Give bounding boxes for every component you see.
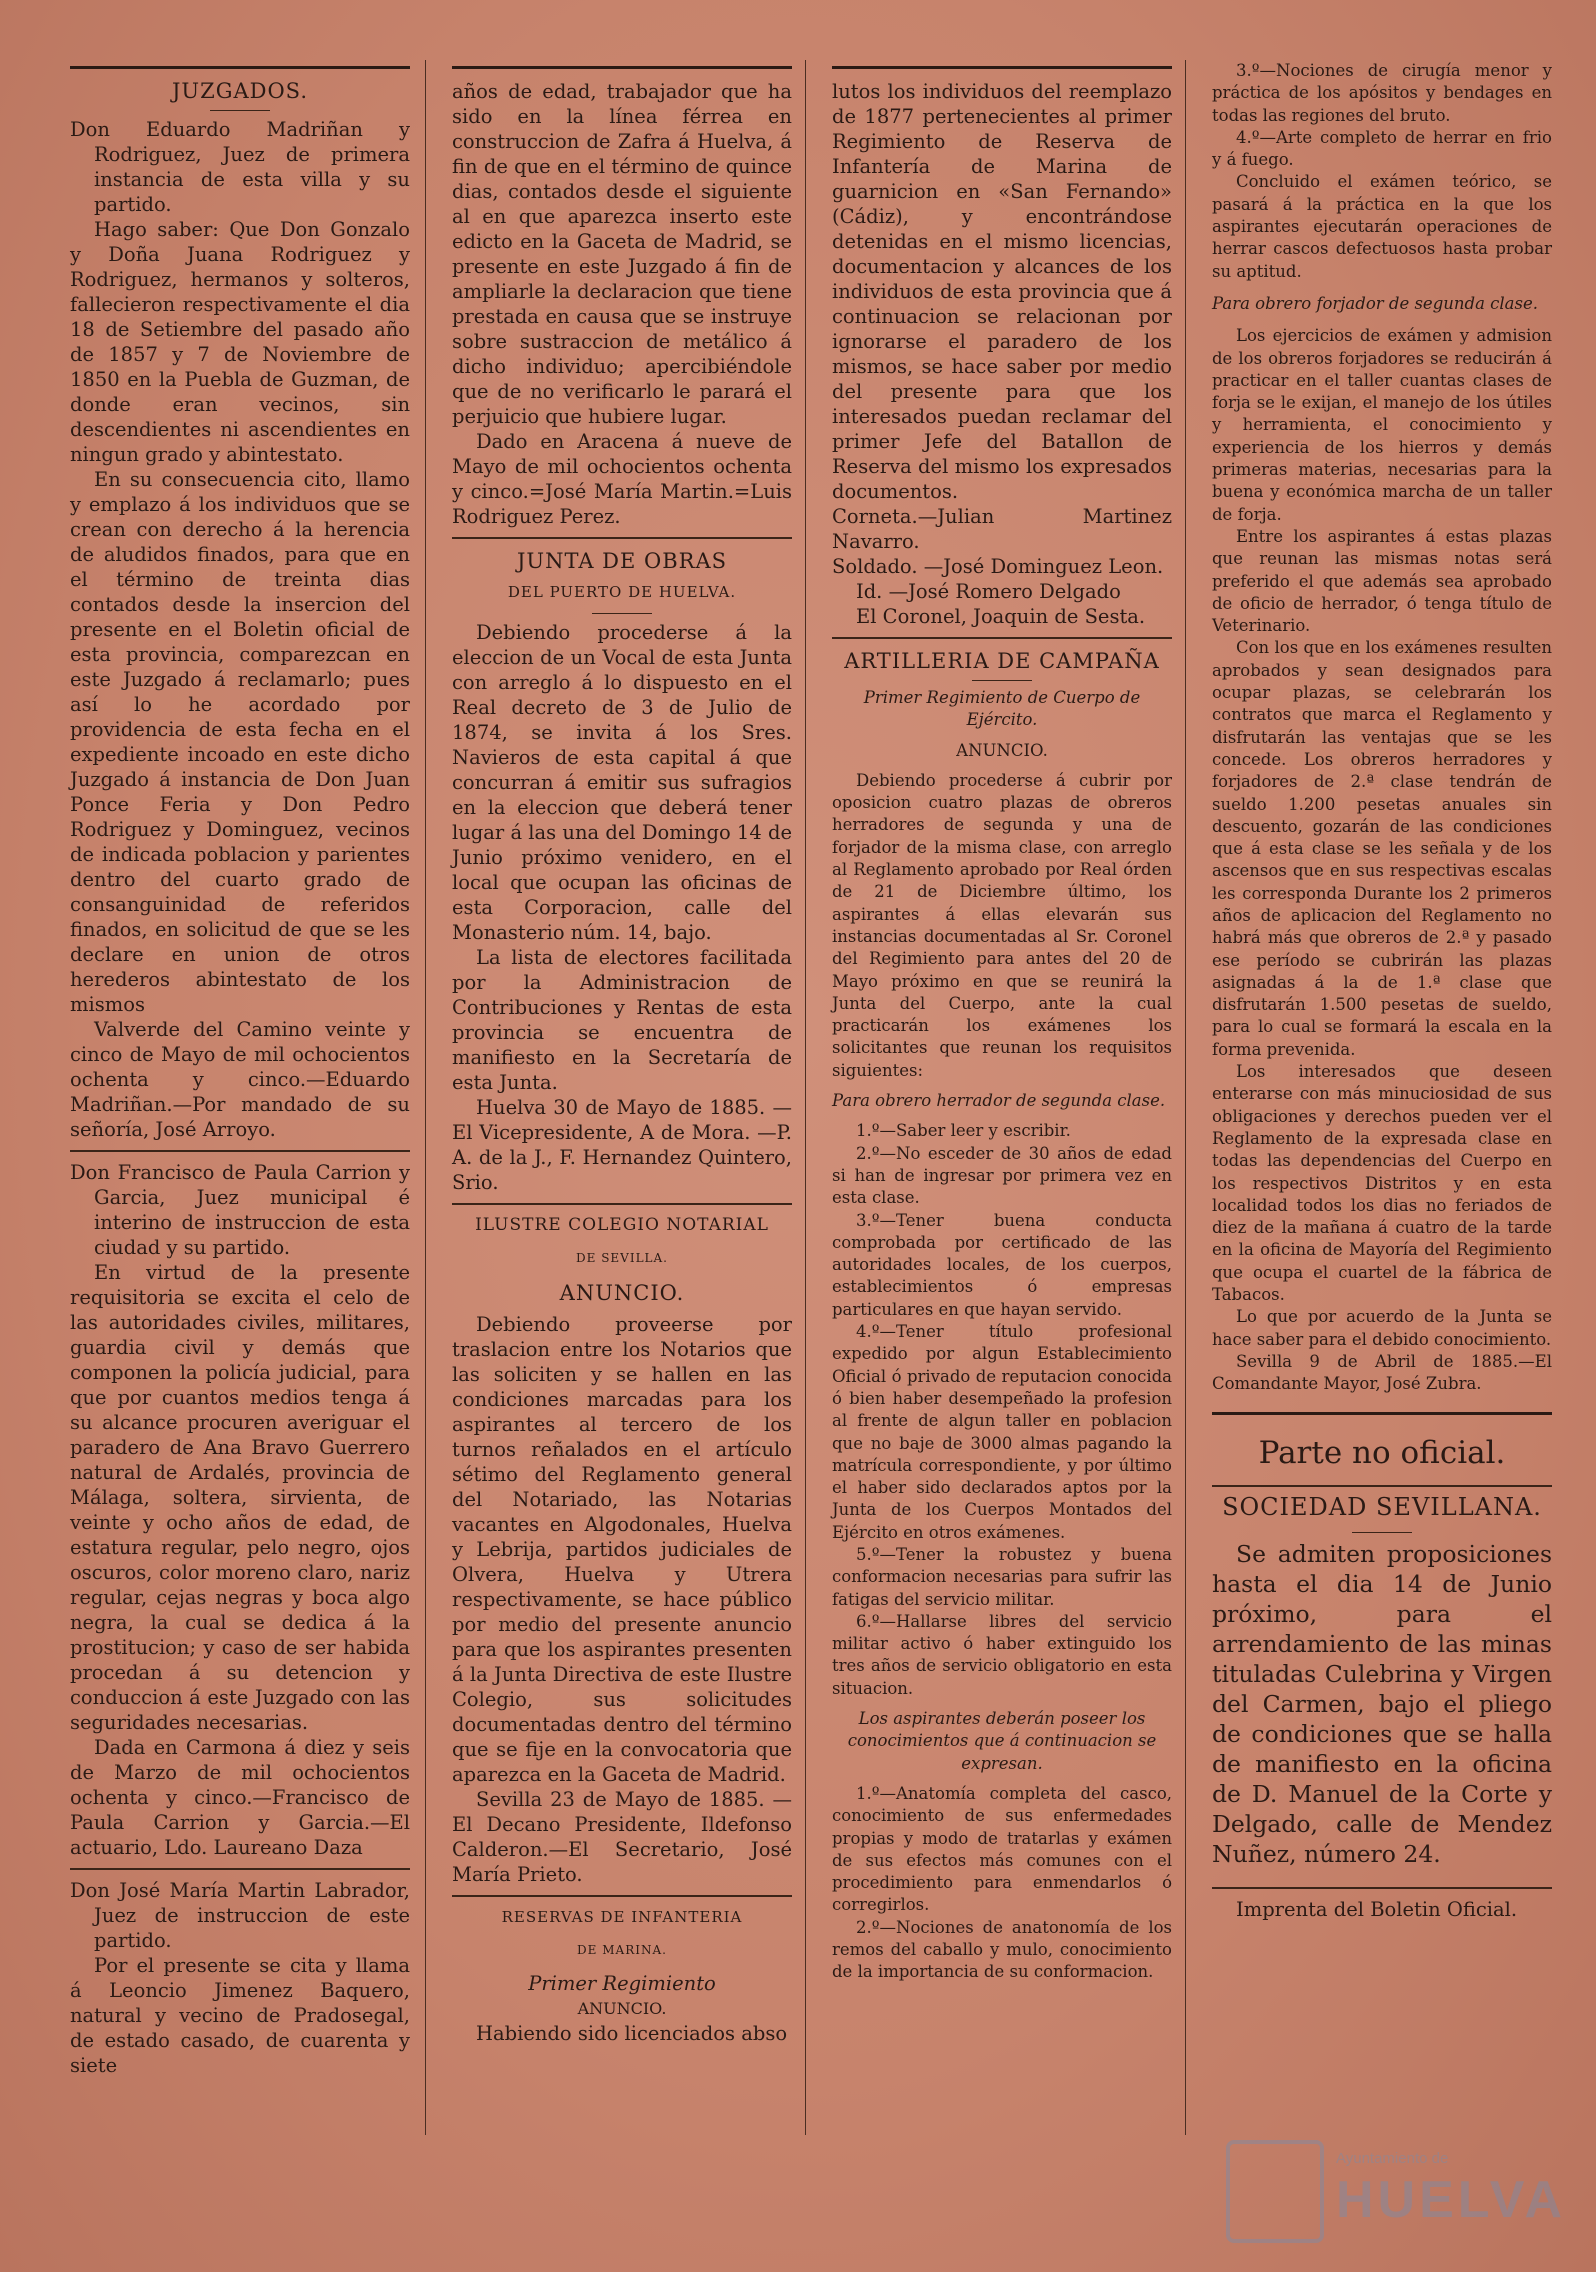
list-item: Id. —José Romero Delgado	[856, 580, 1121, 603]
rule	[452, 537, 792, 539]
paragraph: Se admiten proposiciones hasta el dia 14 de Junio próximo, para el arrendamiento de las minas tituladas Culebrina y Virgen del Carmen, bajo el pliego de condiciones que se halla de manifiesto en la oficina de D. Manuel de la Corte y Delgado, calle de Mendez Nuñez, número 24.	[1212, 1539, 1552, 1868]
paragraph: Debiendo procederse á cubrir por oposicion cuatro plazas de obreros herradores de segunda y una de forjador de la misma clase, con arreglo al Reglamento aprobado por Real órden de 21 de Diciembre último, los aspirantes á ellas elevarán sus instancias documentadas al Sr. Coronel del Regimiento para antes del 20 de Mayo próximo en que se reunirá la Junta del Cuerpo, ante la cual practicarán los exámenes los solicitantes que reunan los requisitos siguientes:	[832, 770, 1172, 1080]
subheading: Los aspirantes deberán poseer los conocimientos que á continuacion se expresan.	[847, 1709, 1157, 1773]
rule	[210, 110, 270, 111]
paragraph: Concluido el exámen teórico, se pasará á la práctica en la que los aspirantes ejecutarán operaciones de herrar cascos defectuosos hasta probar su aptitud.	[1212, 172, 1552, 281]
watermark-stamp	[1206, 2132, 1567, 2242]
section-subtitle: DE SEVILLA.	[576, 1251, 668, 1265]
parte-no-oficial-heading: Parte no oficial.	[1258, 1434, 1506, 1471]
column-divider	[805, 60, 806, 2135]
paragraph: La lista de electores facilitada por la Administracion de Contribuciones y Rentas de esta provincia se encuentra de manifiesto en la Secretaría de esta Junta.	[452, 946, 792, 1094]
paragraph: Los interesados que deseen enterarse con más minuciosidad de sus obligaciones y derechos pueden ver el Reglamento de la expresada clase en todas las dependencias del Cuerpo en los respectivos Distritos y en esta localidad todos los dias no feriados de diez de la mañana á cuatro de la tarde en la oficina de Mayoría del Regimiento que ocupa el cuartel de la fábrica de Tabacos.	[1212, 1062, 1552, 1305]
stamp-text: HUELVA	[1336, 2171, 1567, 2229]
paragraph: En su consecuencia cito, llamo y emplazo á los individuos que se crean con derecho á la herencia de aludidos finados, para que en el término de treinta dias contados desde la insercion del presente en el Boletin oficial de esta provincia, comparezcan en este Juzgado á reclamarlo; pues así lo he acordado por providencia de esta fecha en el expediente incoado en este dicho Juzgado á instancia de Don Juan Ponce Feria y Don Pedro Rodriguez y Dominguez, vecinos de indicada poblacion y parientes dentro del cuarto grado de consanguinidad de referidos finados, en solicitud de que se les declare en union de otros herederos abintestato de los mismos	[70, 468, 410, 1016]
anuncio-heading: ANUNCIO.	[577, 1999, 667, 2018]
rule	[70, 66, 410, 69]
paragraph: Habiendo sido licenciados abso	[476, 2022, 788, 2045]
paragraph: Debiendo procederse á la eleccion de un Vocal de esta Junta con arreglo á lo dispuesto en el Real decreto de 3 de Julio de 1874, se invita á los Sres. Navieros de esta capital á que concurran á emitir sus sufragios en la eleccion que deberá tener lugar á las una del Domingo 14 de Junio próximo venidero, en el local que ocupan las oficinas de esta Corporacion, calle del Monasterio núm. 14, bajo.	[452, 621, 792, 944]
signature: Sevilla 9 de Abril de 1885.—El Comandante Mayor, José Zubra.	[1212, 1351, 1552, 1394]
paragraph: Huelva 30 de Mayo de 1885. —El Vicepresidente, A de Mora. —P. A. de la J., F. Hernandez Quintero, Srio.	[452, 1096, 792, 1194]
paragraph: Entre los aspirantes á estas plazas que reunan las mismas notas será preferido el que además sea aprobado de oficio de herrador, ó tenga título de Veterinario.	[1212, 526, 1552, 636]
paragraph: Por el presente se cita y llama á Leoncio Jimenez Baquero, natural y vecino de Pradosegal, de estado casado, de cuarenta y siete	[70, 1954, 410, 2077]
rule	[1212, 1887, 1552, 1889]
rule	[452, 66, 792, 69]
section-title-juzgados: JUZGADOS.	[171, 79, 308, 103]
rule	[832, 637, 1172, 639]
rule	[592, 613, 652, 614]
requirement: 2.º—Nociones de anatonomía de los remos del caballo y mulo, conocimiento de la importancia de su conformacion.	[832, 1917, 1172, 1982]
notice-heading: Don Francisco de Paula Carrion y Garcia, Juez municipal é interino de instruccion de esta ciudad y su partido.	[70, 1161, 410, 1259]
rule	[832, 66, 1172, 69]
section-subtitle: DE MARINA.	[577, 1943, 667, 1957]
column-3	[832, 60, 1172, 1984]
anuncio-heading: ANUNCIO.	[559, 1281, 685, 1305]
stamp-text: Ayuntamiento de	[1336, 2150, 1449, 2167]
rule	[972, 680, 1032, 681]
paragraph: Valverde del Camino veinte y cinco de Mayo de mil ochocientos ochenta y cinco.—Eduardo Madriñan.—Por mandado de su señoría, José Arroyo.	[70, 1018, 410, 1141]
column-4	[1212, 60, 1552, 1922]
rule	[1352, 1532, 1412, 1533]
requirement: 3.º—Tener buena conducta comprobada por certificado de las autoridades locales, de los cuerpos, establecimientos ó empresas particulares en que hayan servido.	[832, 1210, 1172, 1319]
subheading: Para obrero forjador de segunda clase.	[1212, 293, 1538, 313]
regiment-subtitle: Primer Regimiento	[528, 1972, 716, 1995]
paragraph: Dado en Aracena á nueve de Mayo de mil ochocientos ochenta y cinco.=José María Martin.=Luis Rodriguez Perez.	[452, 430, 792, 528]
column-divider	[1185, 60, 1186, 2135]
rule	[452, 1203, 792, 1205]
paragraph: Lo que por acuerdo de la Junta se hace saber para el debido conocimiento.	[1212, 1307, 1552, 1349]
crest-icon	[1226, 2140, 1324, 2243]
paragraph: lutos los individuos del reemplazo de 1877 pertenecientes al primer Regimiento de Reserva de Infantería de Marina de guarnicion en «San Fernando» (Cádiz), y encontrándose detenidas en el mismo licencias, documentacion y alcances de los individuos de esta provincia que á continuacion se relacionan por ignorarse el paradero de los mismos, se hace saber por medio del presente para que los interesados puedan reclamar del primer Jefe del Batallon de Reserva del mismo los expresados documentos.	[832, 80, 1172, 503]
column-2	[452, 60, 792, 2046]
section-subtitle: DEL PUERTO DE HUELVA.	[507, 583, 737, 601]
requirement: 5.º—Tener la robustez y buena conformacion necesarias para sufrir las fatigas del servicio militar.	[832, 1544, 1172, 1609]
rule	[70, 1868, 410, 1870]
requirement: 4.º—Tener título profesional expedido por algun Establecimiento Oficial ó privado de reputacion conocida ó bien haber desempeñado la profesion al frente de algun taller en poblacion que no baje de 3000 almas pagando la matrícula correspondiente, y por último el haber sido declarados aptos por la Junta de los Cuerpos Montados del Ejército en otros exámenes.	[832, 1322, 1172, 1542]
paragraph: Dada en Carmona á diez y seis de Marzo de mil ochocientos ochenta y cinco.—Francisco de Paula Carrion y Garcia.—El actuario, Ldo. Laureano Daza	[70, 1736, 410, 1859]
column-divider	[425, 60, 426, 2135]
paragraph: años de edad, trabajador que ha sido en la línea férrea en construccion de Zafra á Huelva, á fin de que en el término de quince dias, contados desde el siguiente al en que aparezca inserto este edicto en la Gaceta de Madrid, se presente en este Juzgado á fin de ampliarle la declaracion que tiene prestada en causa que se instruye sobre sustraccion de metálico á dicho individuo; apercibiéndole que de no verificarlo le parará el perjuicio que hubiere lugar.	[452, 80, 792, 428]
section-title-artilleria: ARTILLERIA DE CAMPAÑA	[844, 649, 1160, 673]
list-item: Soldado. —José Dominguez Leon.	[832, 555, 1164, 578]
section-title-reservas: RESERVAS DE INFANTERIA	[501, 1908, 743, 1926]
column-1	[70, 60, 410, 2078]
section-title-sociedad: SOCIEDAD SEVILLANA.	[1222, 1492, 1542, 1521]
notice-heading: Don Eduardo Madriñan y Rodriguez, Juez de primera instancia de esta villa y su partido.	[70, 118, 410, 216]
notice-heading: Don José María Martin Labrador, Juez de instruccion de este partido.	[70, 1879, 410, 1952]
regiment-subtitle: Primer Regimiento de Cuerpo de Ejército.	[863, 688, 1141, 730]
paragraph: Con los que en los exámenes resulten aprobados y sean designados para ocupar plazas, se celebrarán los contratos que marca el Reglamento y disfrutarán las ventajas que se les concede. Los obreros herradores y forjadores de 2.ª clase tendrán de sueldo 1.200 pesetas anuales sin descuento, gozarán de las condiciones que á esta clase se les señala y de los ascensos que en sus respectivas escalas les corresponda Durante los 2 primeros años de aplicacion del Reglamento no habrá más que obreros de 2.ª y pasado ese período se cubrirán las plazas asignadas á la de 1.ª clase que disfrutarán 1.500 pesetas de sueldo, para lo cual se formará la escala en la forma prevenida.	[1212, 638, 1552, 1059]
requirement: 6.º—Hallarse libres del servicio militar activo ó haber extinguido los tres años de servicio obligatorio en esta situacion.	[832, 1611, 1172, 1698]
requirement: 3.º—Nociones de cirugía menor y práctica de los apósitos y bendages en todas las regiones del bruto.	[1212, 61, 1552, 125]
section-title-junta-obras: JUNTA DE OBRAS	[516, 549, 728, 573]
list-item: Corneta.—Julian Martinez Navarro.	[832, 505, 1172, 553]
rule	[1212, 1412, 1552, 1415]
anuncio-heading: ANUNCIO.	[956, 740, 1048, 760]
requirement: 4.º—Arte completo de herrar en frio y á fuego.	[1212, 127, 1552, 170]
rule	[452, 1895, 792, 1897]
paragraph: En virtud de la presente requisitoria se excita el celo de las autoridades civiles, militares, guardia civil y demás que componen la policía judicial, para que por cuantos medios tenga á su alcance procuren averiguar el paradero de Ana Bravo Guerrero natural de Ardalés, provincia de Málaga, soltera, sirvienta, de veinte y ocho años de edad, de estatura regular, pelo negro, ojos oscuros, color moreno claro, nariz regular, cejas negras y boca algo negra, la cual se dedica á la prostitucion; y caso de ser habida procedan á su detencion y conduccion á este Juzgado con las seguridades necesarias.	[70, 1261, 410, 1734]
rule	[70, 1150, 410, 1152]
paragraph: Los ejercicios de exámen y admision de los obreros forjadores se reducirán á practicar en el taller cuantas clases de forja se le exijan, el manejo de los útiles y herramienta, el conocimiento y experiencia de los hierros y demás primeras materias, necesarias para la buena y económica marcha de un taller de forja.	[1212, 326, 1552, 524]
paragraph: Debiendo proveerse por traslacion entre los Notarios que las soliciten y se hallen en las condiciones marcadas para los aspirantes al tercero de los turnos reñalados en el artículo sétimo del Reglamento general del Notariado, las Notarias vacantes en Algodonales, Huelva y Lebrija, partidos judiciales de Olvera, Huelva y Utrera respectivamente, se hace público por medio del presente anuncio para que los aspirantes presenten á la Junta Directiva de este Ilustre Colegio, sus solicitudes documentadas dentro del término que se fije en la convocatoria que aparezca en la Gaceta de Madrid.	[452, 1313, 792, 1786]
rule	[1212, 1485, 1552, 1487]
section-title-colegio-notarial: ILUSTRE COLEGIO NOTARIAL	[475, 1215, 769, 1235]
requirement: 1.º—Saber leer y escribir.	[856, 1121, 1071, 1141]
imprint: Imprenta del Boletin Oficial.	[1236, 1897, 1518, 1921]
requirement: 1.º—Anatomía completa del casco, conocimiento de sus enfermedades propias y modo de tratarlas y exámen de sus efectos más comunes con el procedimiento para enmendarlos ó corregirlos.	[832, 1783, 1172, 1915]
paragraph: Sevilla 23 de Mayo de 1885. —El Decano Presidente, Ildefonso Calderon.—El Secretario, José María Prieto.	[452, 1788, 792, 1886]
signature: El Coronel, Joaquin de Sesta.	[856, 605, 1146, 628]
subheading: Para obrero herrador de segunda clase.	[832, 1091, 1166, 1111]
paragraph: Hago saber: Que Don Gonzalo y Doña Juana Rodriguez y Rodriguez, hermanos y solteros, fallecieron respectivamente el dia 18 de Setiembre del pasado año de 1857 y 7 de Noviembre de 1850 en la Puebla de Guzman, de donde eran vecinos, sin descendientes ni ascendientes en ningun grado y abintestato.	[70, 218, 410, 466]
requirement: 2.º—No esceder de 30 años de edad si han de ingresar por primera vez en esta clase.	[832, 1143, 1172, 1208]
